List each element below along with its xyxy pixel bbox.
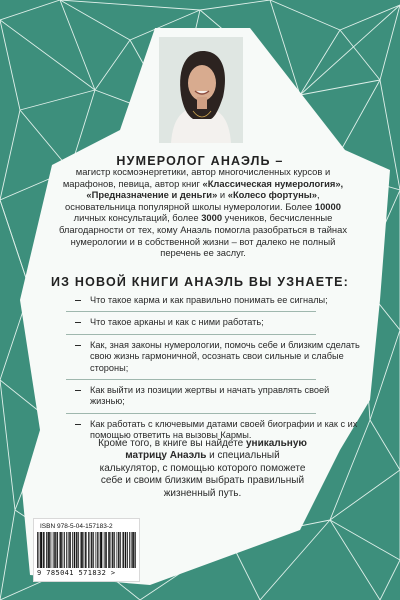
barcode-bar [132, 532, 133, 568]
barcode-bar [123, 532, 124, 568]
barcode-bar [76, 532, 77, 568]
barcode-bar [96, 532, 97, 568]
barcode-bar [57, 532, 58, 568]
author-bio [58, 166, 348, 259]
barcode-bar [114, 532, 115, 568]
learn-heading: ИЗ НОВОЙ КНИГИ АНАЭЛЬ ВЫ УЗНАЕТЕ: [50, 275, 349, 289]
isbn-number: ISBN 978-5-04-157183-2 [40, 523, 113, 530]
barcode-bar [85, 532, 86, 568]
barcode-bar [118, 532, 119, 568]
barcode-bar [109, 532, 110, 568]
barcode-bar [133, 532, 134, 568]
barcode-bar [68, 532, 69, 568]
barcode-bar [49, 532, 50, 568]
barcode-bar [60, 532, 61, 568]
list-separator [66, 311, 316, 312]
barcode-bar [51, 532, 52, 568]
barcode-bar [119, 532, 120, 568]
barcode-bar [74, 532, 75, 568]
barcode-bar [75, 532, 76, 568]
barcode-bar [104, 532, 105, 568]
barcode-bar [60, 532, 61, 568]
barcode-bar [54, 532, 55, 568]
barcode-bar [106, 532, 107, 568]
barcode-bar [90, 532, 91, 568]
barcode-bar [78, 532, 79, 568]
learn-list-item: Что такое карма и как правильно понимать ее сигналы; [66, 295, 366, 306]
barcode-bar [81, 532, 82, 568]
barcode-bar [70, 532, 71, 568]
barcode-bar [63, 532, 64, 568]
bio-run: 10000 [314, 200, 341, 212]
list-separator [66, 334, 316, 335]
barcode-bar [117, 532, 118, 568]
barcode-bar [69, 532, 70, 568]
barcode-bar [97, 532, 98, 568]
barcode-bar [39, 532, 40, 568]
outro-run: Кроме того, в книге вы найдете [98, 438, 246, 449]
barcode-bar [131, 532, 132, 568]
barcode-bar [126, 532, 127, 568]
barcode-digits: 9 785041 571832 > [37, 569, 116, 577]
closing-paragraph [95, 438, 310, 500]
barcode-bar [42, 532, 43, 568]
learn-list-item: Как выйти из позиции жертвы и начать управлять своей жизнью; [66, 385, 366, 408]
bio-run: 3000 [201, 212, 223, 224]
barcode-bar [105, 532, 106, 568]
barcode-bar [108, 532, 109, 568]
barcode-bar [46, 532, 47, 568]
bio-run: «Колесо фортуны» [227, 189, 317, 201]
barcode-bar [64, 532, 65, 568]
barcode-bar [55, 532, 56, 568]
barcode-bars [37, 532, 136, 568]
learn-list-item: Как, зная законы нумерологии, помочь себе и близким сделать свою жизнь гармоничной, осознать свои сильные и слабые стороны; [66, 340, 366, 374]
bio-run: «Классическая нумерология», «Предназначение и деньги» [86, 177, 344, 201]
bio-run: учеников, бесчисленные благодарности от тех, кому Анаэль помогла разобраться в тайнах нумерологии и в собственной жизни – вот далеко не полный перечень ее заслуг. [58, 212, 348, 259]
barcode-bar [53, 532, 54, 568]
barcode-bar [84, 532, 85, 568]
list-separator [66, 379, 316, 380]
learn-list [66, 295, 366, 442]
barcode-bar [123, 532, 124, 568]
isbn-barcode-block [33, 518, 140, 582]
barcode-bar [61, 532, 62, 568]
barcode-bar [82, 532, 83, 568]
barcode-bar [40, 532, 41, 568]
barcode-bar [120, 532, 121, 568]
barcode-bar [102, 532, 103, 568]
barcode-bar [48, 532, 49, 568]
barcode-bar [41, 532, 42, 568]
outro-run: уникальную матрицу Анаэль [125, 438, 307, 462]
barcode-bar [100, 532, 101, 568]
barcode-bar [37, 532, 38, 568]
barcode-bar [135, 532, 136, 568]
barcode-bar [43, 532, 44, 568]
barcode-bar [57, 532, 58, 568]
barcode-bar [112, 532, 113, 568]
learn-list-item: Как работать с ключевыми датами своей биографии и как с их помощью ответить на вызовы Кармы. [66, 419, 366, 442]
bio-run: личных консультаций, более [73, 212, 202, 224]
barcode-bar [66, 532, 67, 568]
barcode-bar [99, 532, 100, 568]
barcode-bar [125, 532, 126, 568]
barcode-bar [93, 532, 94, 568]
barcode-bar [81, 532, 82, 568]
bio-run: , основательница популярной школы нумерологии. Более [65, 189, 320, 212]
barcode-bar [77, 532, 78, 568]
barcode-bar [111, 532, 112, 568]
bio-run: магистр космоэнергетики, автор многочисленных курсов и марафонов, певица, автор книг [62, 166, 331, 189]
barcode-bar [113, 532, 114, 568]
outro-run: и специальный калькулятор, с помощью которого поможете себе и своим близким выбрать правильный жизненный путь. [99, 450, 306, 499]
barcode-bar [48, 532, 49, 568]
barcode-bar [127, 532, 128, 568]
barcode-bar [92, 532, 93, 568]
barcode-bar [101, 532, 102, 568]
barcode-bar [72, 532, 73, 568]
list-separator [66, 413, 316, 414]
barcode-bar [88, 532, 89, 568]
barcode-bar [134, 532, 135, 568]
barcode-bar [91, 532, 92, 568]
barcode-bar [129, 532, 130, 568]
author-heading: НУМЕРОЛОГ АНАЭЛЬ – [116, 154, 284, 168]
learn-list-item: Что такое арканы и как с ними работать; [66, 317, 366, 328]
barcode-bar [86, 532, 87, 568]
bio-run: и [217, 189, 228, 201]
barcode-bar [44, 532, 45, 568]
